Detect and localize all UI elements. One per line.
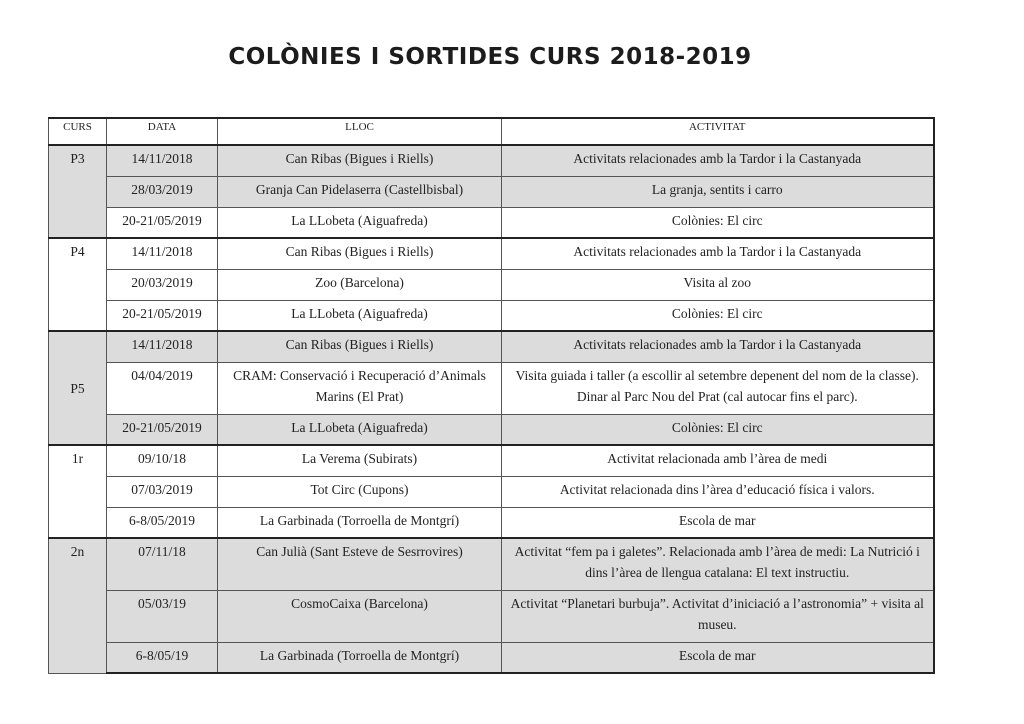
header-activitat: ACTIVITAT xyxy=(502,118,934,145)
curs-cell: 2n xyxy=(49,538,107,673)
table-row xyxy=(49,362,934,414)
place-cell: La LLobeta (Aiguafreda) xyxy=(218,300,502,331)
place-cell: La LLobeta (Aiguafreda) xyxy=(218,207,502,238)
place-cell: CRAM: Conservació i Recuperació d’Animals Marins (El Prat) xyxy=(218,362,502,414)
header-curs: CURS xyxy=(49,118,107,145)
activity-cell: Colònies: El circ xyxy=(502,300,934,331)
activity-cell: Colònies: El circ xyxy=(502,414,934,445)
date-cell: 6-8/05/2019 xyxy=(107,507,218,538)
place-cell: Zoo (Barcelona) xyxy=(218,269,502,300)
place-cell: Can Ribas (Bigues i Riells) xyxy=(218,145,502,176)
place-cell: Granja Can Pidelaserra (Castellbisbal) xyxy=(218,176,502,207)
date-cell: 6-8/05/19 xyxy=(107,642,218,673)
schedule-table xyxy=(48,117,935,674)
table-row xyxy=(49,176,934,207)
table-row xyxy=(49,238,934,269)
place-cell: CosmoCaixa (Barcelona) xyxy=(218,590,502,642)
table-row xyxy=(49,414,934,445)
table-row xyxy=(49,476,934,507)
date-cell: 05/03/19 xyxy=(107,590,218,642)
activity-cell: Colònies: El circ xyxy=(502,207,934,238)
place-cell: Tot Circ (Cupons) xyxy=(218,476,502,507)
curs-cell: P3 xyxy=(49,145,107,238)
table-row xyxy=(49,269,934,300)
activity-cell: Activitats relacionades amb la Tardor i la Castanyada xyxy=(502,238,934,269)
activity-cell: Activitat relacionada amb l’àrea de medi xyxy=(502,445,934,476)
header-lloc: LLOC xyxy=(218,118,502,145)
table-row xyxy=(49,642,934,673)
date-cell: 14/11/2018 xyxy=(107,145,218,176)
table-row xyxy=(49,207,934,238)
table-row xyxy=(49,538,934,590)
activity-cell: Activitats relacionades amb la Tardor i la Castanyada xyxy=(502,145,934,176)
place-cell: La Garbinada (Torroella de Montgrí) xyxy=(218,642,502,673)
curs-cell: 1r xyxy=(49,445,107,538)
place-cell: Can Ribas (Bigues i Riells) xyxy=(218,331,502,362)
activity-cell: Activitats relacionades amb la Tardor i la Castanyada xyxy=(502,331,934,362)
curs-cell: P4 xyxy=(49,238,107,331)
curs-cell: P5 xyxy=(49,331,107,445)
date-cell: 20/03/2019 xyxy=(107,269,218,300)
date-cell: 20-21/05/2019 xyxy=(107,414,218,445)
page-title: COLÒNIES I SORTIDES CURS 2018-2019 xyxy=(228,44,752,70)
place-cell: Can Julià (Sant Esteve de Sesrrovires) xyxy=(218,538,502,590)
place-cell: La LLobeta (Aiguafreda) xyxy=(218,414,502,445)
activity-cell: Escola de mar xyxy=(502,507,934,538)
table-row xyxy=(49,590,934,642)
activity-cell: La granja, sentits i carro xyxy=(502,176,934,207)
date-cell: 20-21/05/2019 xyxy=(107,207,218,238)
date-cell: 07/11/18 xyxy=(107,538,218,590)
header-data: DATA xyxy=(107,118,218,145)
table-row xyxy=(49,300,934,331)
date-cell: 09/10/18 xyxy=(107,445,218,476)
date-cell: 28/03/2019 xyxy=(107,176,218,207)
table-row xyxy=(49,145,934,176)
activity-cell: Activitat “Planetari burbuja”. Activitat d’iniciació a l’astronomia” + visita al museu. xyxy=(502,590,934,642)
date-cell: 07/03/2019 xyxy=(107,476,218,507)
activity-cell: Activitat relacionada dins l’àrea d’educació física i valors. xyxy=(502,476,934,507)
place-cell: Can Ribas (Bigues i Riells) xyxy=(218,238,502,269)
date-cell: 14/11/2018 xyxy=(107,331,218,362)
date-cell: 14/11/2018 xyxy=(107,238,218,269)
place-cell: La Verema (Subirats) xyxy=(218,445,502,476)
place-cell: La Garbinada (Torroella de Montgrí) xyxy=(218,507,502,538)
activity-cell: Escola de mar xyxy=(502,642,934,673)
date-cell: 20-21/05/2019 xyxy=(107,300,218,331)
activity-cell: Visita guiada i taller (a escollir al setembre depenent del nom de la classe). Dinar al Parc Nou del Prat (cal autocar fins el parc). xyxy=(502,362,934,414)
date-cell: 04/04/2019 xyxy=(107,362,218,414)
table-row xyxy=(49,331,934,362)
activity-cell: Visita al zoo xyxy=(502,269,934,300)
table-row xyxy=(49,507,934,538)
header-row xyxy=(49,118,934,145)
table-row xyxy=(49,445,934,476)
activity-cell: Activitat “fem pa i galetes”. Relacionada amb l’àrea de medi: La Nutrició i dins l’àrea de llengua catalana: El text instructiu. xyxy=(502,538,934,590)
